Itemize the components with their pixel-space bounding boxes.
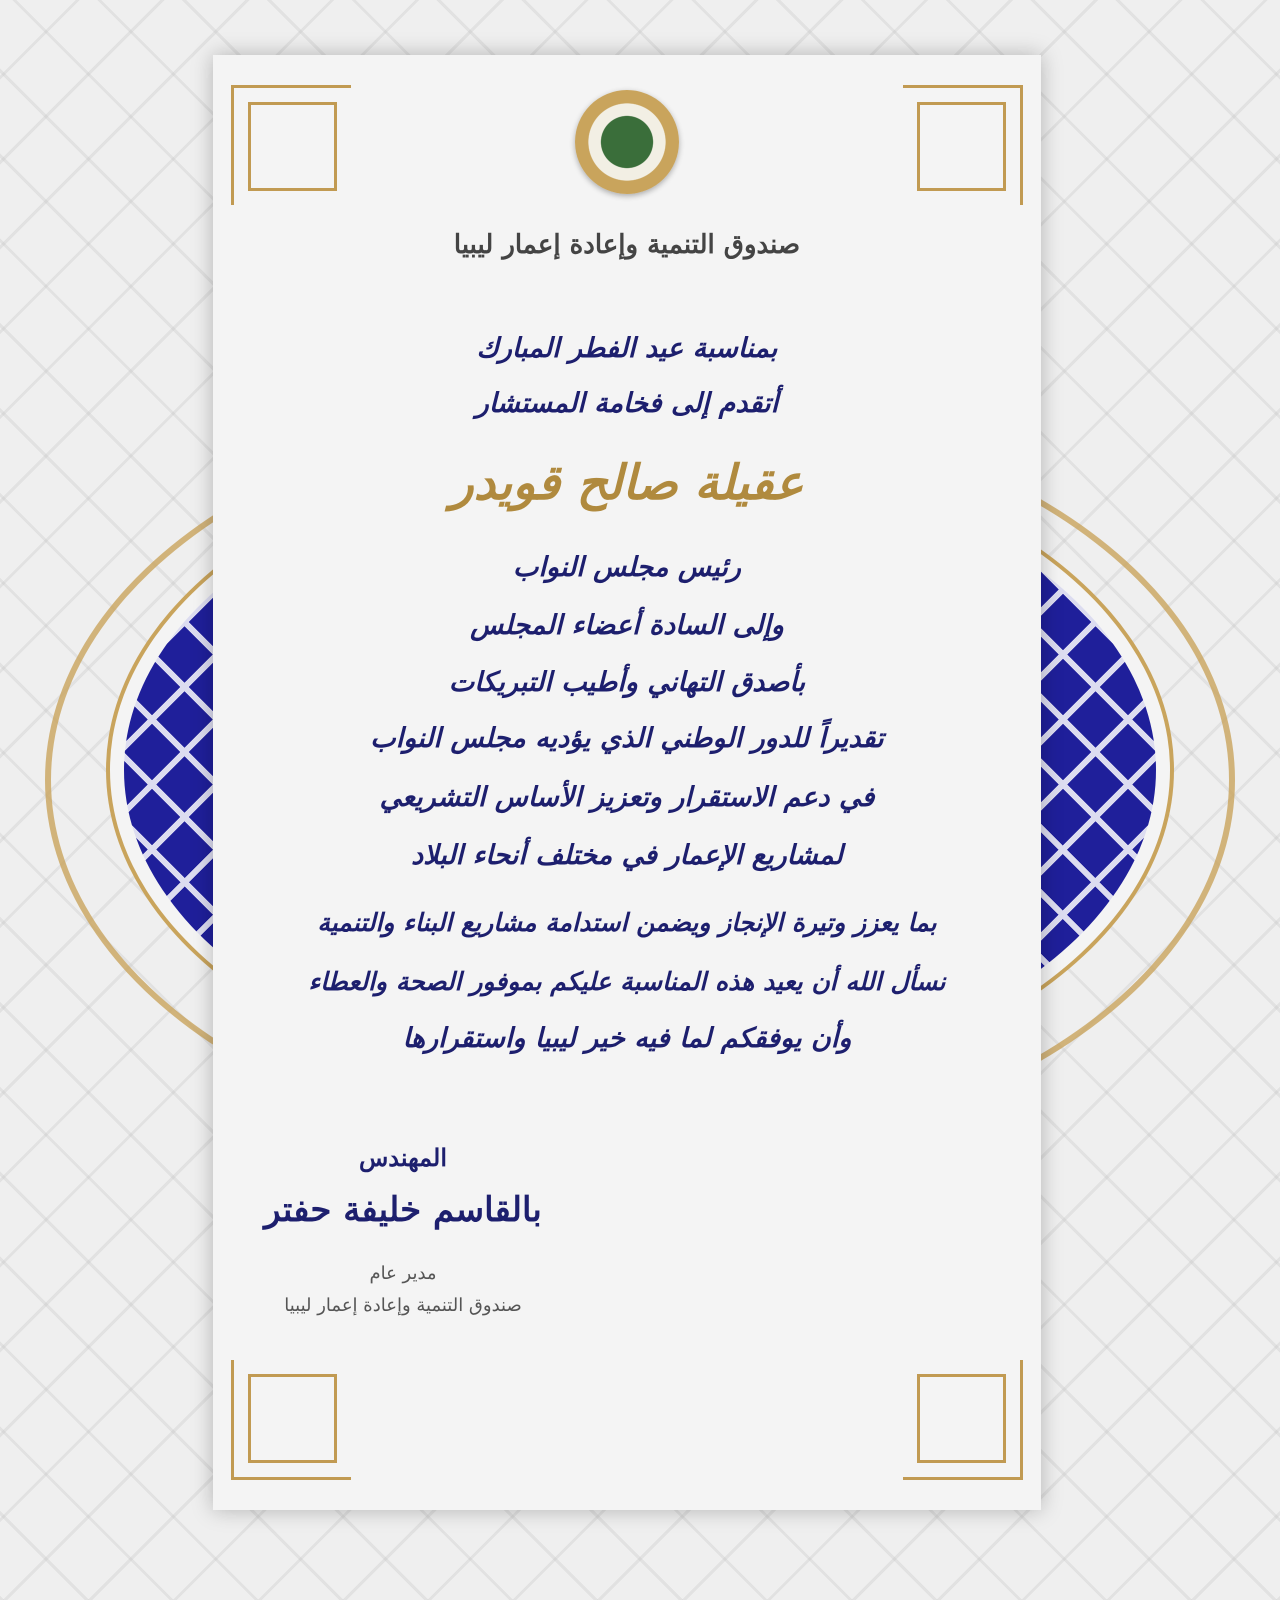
corner-ornament-icon [903, 1360, 1023, 1480]
message-line: وإلى السادة أعضاء المجلس [470, 610, 784, 641]
corner-ornament-icon [903, 85, 1023, 205]
intro: أتقدم إلى فخامة المستشار [475, 388, 779, 419]
corner-ornament-icon [231, 1360, 351, 1480]
signature-organization: صندوق التنمية وإعادة إعمار ليبيا [284, 1295, 522, 1316]
signature-name: بالقاسم خليفة حفتر [264, 1190, 542, 1230]
recipient-name: عقيلة صالح قويدر [450, 455, 804, 511]
message-line: بما يعزز وتيرة الإنجاز ويضمن استدامة مشاريع البناء والتنمية [317, 908, 937, 937]
organization-name: صندوق التنمية وإعادة إعمار ليبيا [453, 230, 801, 260]
signature-prefix: المهندس [358, 1143, 448, 1172]
corner-ornament-icon [231, 85, 351, 205]
greeting-card [213, 55, 1041, 1510]
signature-position: مدير عام [369, 1263, 437, 1284]
message-line: وأن يوفقكم لما فيه خير ليبيا واستقرارها [402, 1023, 852, 1054]
organization-logo [575, 90, 679, 194]
occasion: بمناسبة عيد الفطر المبارك [476, 333, 778, 364]
recipient-title: رئيس مجلس النواب [513, 552, 741, 583]
message-line: في دعم الاستقرار وتعزيز الأساس التشريعي [379, 782, 875, 813]
message-line: نسأل الله أن يعيد هذه المناسبة عليكم بموفور الصحة والعطاء [308, 967, 946, 996]
message-line: لمشاريع الإعمار في مختلف أنحاء البلاد [411, 840, 843, 871]
message-line: تقديراً للدور الوطني الذي يؤديه مجلس النواب [370, 723, 884, 754]
message-line: بأصدق التهاني وأطيب التبريكات [448, 667, 806, 698]
